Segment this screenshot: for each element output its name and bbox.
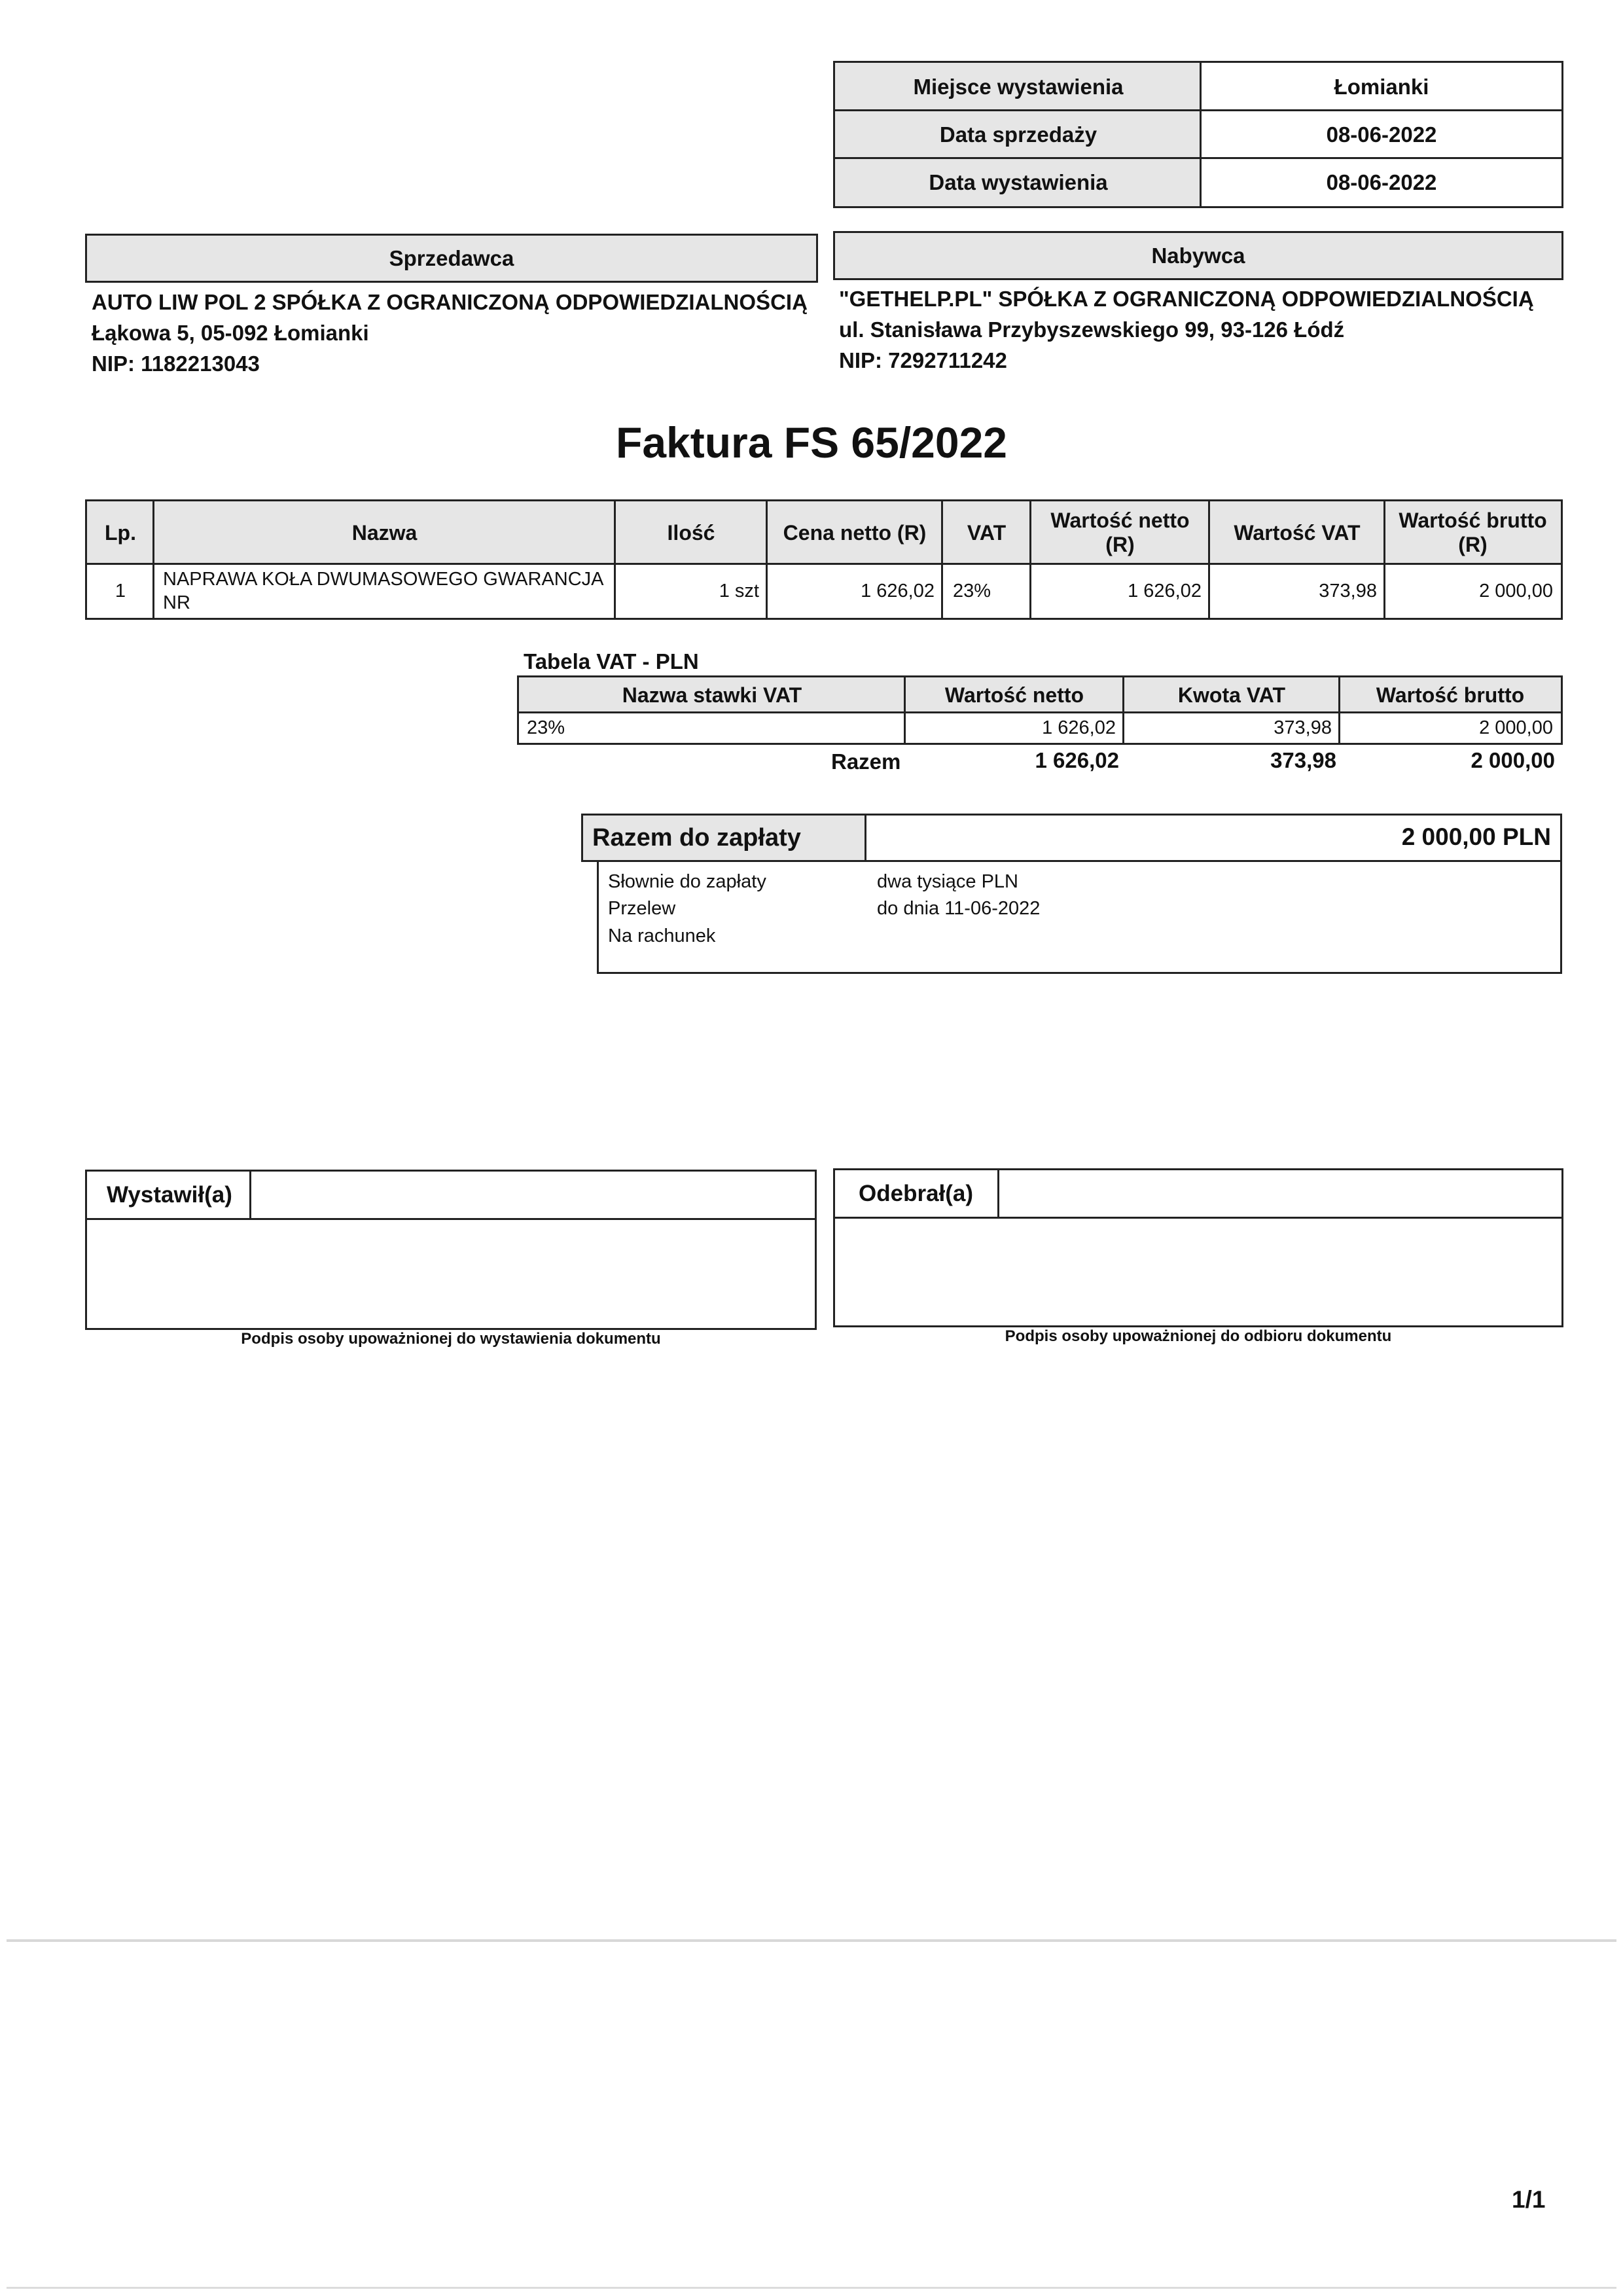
payment-method-label: Przelew: [608, 898, 676, 919]
seller-heading: Sprzedawca: [85, 234, 818, 283]
col-gross-value-line2: (R): [1458, 533, 1488, 556]
vat-row-gross: 2 000,00: [1479, 717, 1553, 738]
col-gross-value: [1385, 501, 1561, 564]
row-net-value: 1 626,02: [1128, 580, 1202, 601]
vat-table-title: Tabela VAT - PLN: [524, 649, 699, 673]
col-name: Nazwa: [154, 501, 615, 564]
vat-col-net: Wartość netto: [905, 677, 1124, 713]
seller-address: Łąkowa 5, 05-092 Łomianki: [92, 321, 369, 345]
buyer-nip: NIP: 7292711242: [839, 348, 1007, 372]
row-name-line2: NR: [163, 592, 190, 613]
items-table: [85, 499, 1563, 620]
vat-row-amount: 373,98: [1274, 717, 1332, 738]
sale-date-value: 08-06-2022: [1326, 122, 1437, 147]
received-signature-box: [833, 1168, 1563, 1327]
payment-account-label: Na rachunek: [608, 925, 716, 946]
page-number: 1/1: [1512, 2186, 1546, 2213]
vat-total-amount: 373,98: [1270, 748, 1336, 772]
issue-date-value: 08-06-2022: [1326, 170, 1437, 194]
received-caption: Podpis osoby upoważnionej do odbioru dokumentu: [1005, 1327, 1392, 1345]
issued-caption: Podpis osoby upoważnionej do wystawienia dokumentu: [241, 1330, 661, 1348]
vat-row-net: 1 626,02: [1042, 717, 1116, 738]
issued-label: Wystawił(a): [107, 1182, 232, 1208]
bottom-line: [7, 2287, 1616, 2289]
col-net-value-line1: Wartość netto: [1050, 509, 1190, 532]
seller-nip: NIP: 1182213043: [92, 351, 260, 376]
sale-date-label: Data sprzedaży: [835, 111, 1202, 158]
vat-col-gross: Wartość brutto: [1340, 677, 1561, 713]
vat-total-net: 1 626,02: [1035, 748, 1119, 772]
row-qty: 1 szt: [719, 580, 759, 601]
row-gross-value: 2 000,00: [1479, 580, 1553, 601]
col-gross-value-line1: Wartość brutto: [1399, 509, 1547, 532]
vat-row-rate: 23%: [527, 717, 565, 738]
row-vat-value: 373,98: [1319, 580, 1377, 601]
payment-due-value: do dnia 11-06-2022: [877, 898, 1041, 919]
col-qty: Ilość: [615, 501, 767, 564]
vat-total-gross: 2 000,00: [1471, 748, 1555, 772]
col-vat-value: Wartość VAT: [1209, 501, 1385, 564]
row-lp: 1: [115, 580, 126, 601]
col-lp: Lp.: [87, 501, 154, 564]
col-net-value: [1031, 501, 1209, 564]
seller-name: AUTO LIW POL 2 SPÓŁKA Z OGRANICZONĄ ODPOWIEDZIALNOŚCIĄ: [92, 290, 808, 314]
row-name-line1: NAPRAWA KOŁA DWUMASOWEGO GWARANCJA: [163, 569, 604, 590]
payment-amount: 2 000,00 PLN: [865, 814, 1562, 862]
vat-table: [517, 675, 1563, 745]
col-net-value-line2: (R): [1105, 533, 1135, 556]
buyer-name: "GETHELP.PL" SPÓŁKA Z OGRANICZONĄ ODPOWIEDZIALNOŚCIĄ: [839, 287, 1534, 311]
received-label: Odebrał(a): [859, 1181, 974, 1206]
col-net-price: Cena netto (R): [767, 501, 942, 564]
issued-signature-box: [85, 1170, 817, 1330]
row-name: [154, 564, 615, 618]
place-label: Miejsce wystawienia: [835, 63, 1202, 111]
issue-date-label: Data wystawienia: [835, 158, 1202, 206]
place-value: Łomianki: [1334, 74, 1429, 99]
payment-details: [597, 860, 1562, 974]
payment-label: Razem do zapłaty: [581, 814, 866, 862]
col-vat: VAT: [942, 501, 1031, 564]
header-info-table: [833, 61, 1563, 208]
buyer-address: ul. Stanisława Przybyszewskiego 99, 93-126 Łódź: [839, 317, 1345, 342]
row-vat: 23%: [953, 580, 991, 601]
vat-total-label: Razem: [831, 749, 901, 774]
fold-line: [7, 1939, 1616, 1942]
invoice-title: Faktura FS 65/2022: [616, 418, 1007, 467]
vat-col-rate: Nazwa stawki VAT: [519, 677, 905, 713]
buyer-heading: Nabywca: [833, 231, 1563, 280]
payment-words-value: dwa tysiące PLN: [877, 871, 1018, 892]
row-net-price: 1 626,02: [861, 580, 935, 601]
payment-words-label: Słownie do zapłaty: [608, 871, 766, 892]
vat-col-amount: Kwota VAT: [1124, 677, 1340, 713]
